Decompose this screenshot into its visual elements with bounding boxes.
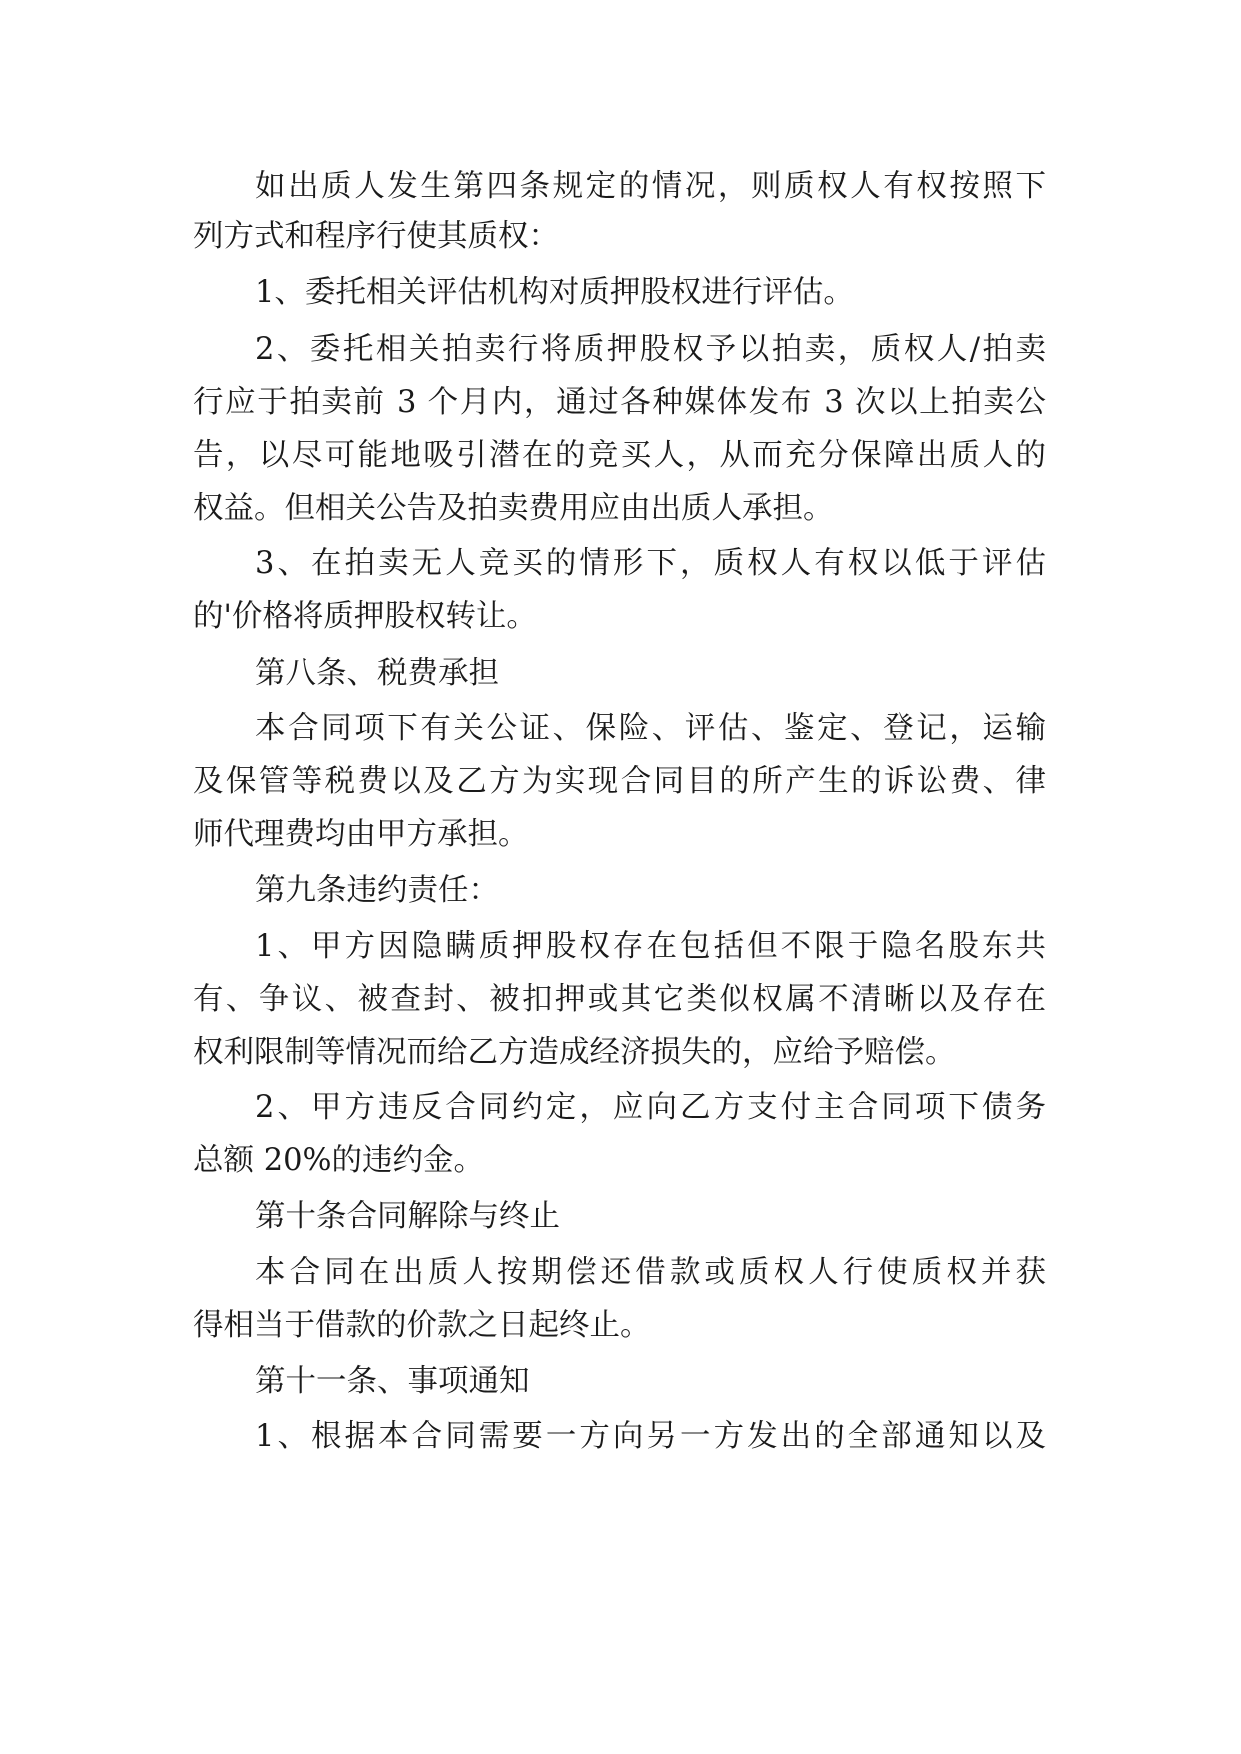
paragraph-line [0,162,1241,212]
text-line: 列方式和程序行使其质权： [193,219,559,254]
text-line: 2、委托相关拍卖行将质押股权予以拍卖，质权人/拍卖 [255,332,1046,367]
text-line: 行应于拍卖前 3 个月内，通过各种媒体发布 3 次以上拍卖公 [193,385,1046,420]
paragraph-line [0,378,1241,428]
text-line: 告，以尽可能地吸引潜在的竞买人，从而充分保障出质人的 [193,438,1046,473]
paragraph-line [0,1248,1241,1298]
text-line: 得相当于借款的价款之日起终止。 [193,1308,651,1343]
paragraph-line [0,268,1241,318]
text-line: 师代理费均由甲方承担。 [193,817,529,852]
paragraph-line [0,1412,1241,1462]
text-line: 有、争议、被查封、被扣押或其它类似权属不清晰以及存在 [193,982,1046,1017]
text-line: 本合同在出质人按期偿还借款或质权人行使质权并获 [255,1255,1046,1290]
section-heading [0,866,1241,916]
section-heading [0,1357,1241,1407]
section-heading [0,1192,1241,1242]
text-line: 第九条违约责任： [255,873,499,908]
text-line: 1、委托相关评估机构对质押股权进行评估。 [255,275,854,310]
text-line: 2、甲方违反合同约定，应向乙方支付主合同项下债务 [255,1090,1046,1125]
paragraph-line [0,757,1241,807]
text-line: 1、根据本合同需要一方向另一方发出的全部通知以及 [255,1419,1046,1454]
paragraph-line [0,1136,1241,1186]
text-line: 3、在拍卖无人竞买的情形下，质权人有权以低于评估 [255,546,1046,581]
text-line: 权利限制等情况而给乙方造成经济损失的，应给予赔偿。 [193,1035,956,1070]
text-line: 第八条、税费承担 [255,656,499,691]
paragraph-line [0,704,1241,754]
text-line: 本合同项下有关公证、保险、评估、鉴定、登记，运输 [255,711,1046,746]
text-line: 总额 20%的违约金。 [193,1143,484,1178]
section-heading [0,649,1241,699]
paragraph-line [0,592,1241,642]
paragraph-line [0,539,1241,589]
text-line: 第十条合同解除与终止 [255,1199,560,1234]
text-line: 第十一条、事项通知 [255,1364,530,1399]
paragraph-line [0,1083,1241,1133]
text-line: 权益。但相关公告及拍卖费用应由出质人承担。 [193,491,834,526]
paragraph-line [0,325,1241,375]
paragraph-line [0,922,1241,972]
text-line: 及保管等税费以及乙方为实现合同目的所产生的诉讼费、律 [193,764,1046,799]
paragraph-line [0,1301,1241,1351]
paragraph-line [0,1028,1241,1078]
paragraph-line [0,431,1241,481]
text-line: 的'价格将质押股权转让。 [193,599,537,634]
paragraph-line [0,484,1241,534]
paragraph-line [0,975,1241,1025]
text-line: 如出质人发生第四条规定的情况，则质权人有权按照下 [255,169,1046,204]
paragraph-line [0,810,1241,860]
paragraph-line [0,212,1241,262]
text-line: 1、甲方因隐瞒质押股权存在包括但不限于隐名股东共 [255,929,1046,964]
